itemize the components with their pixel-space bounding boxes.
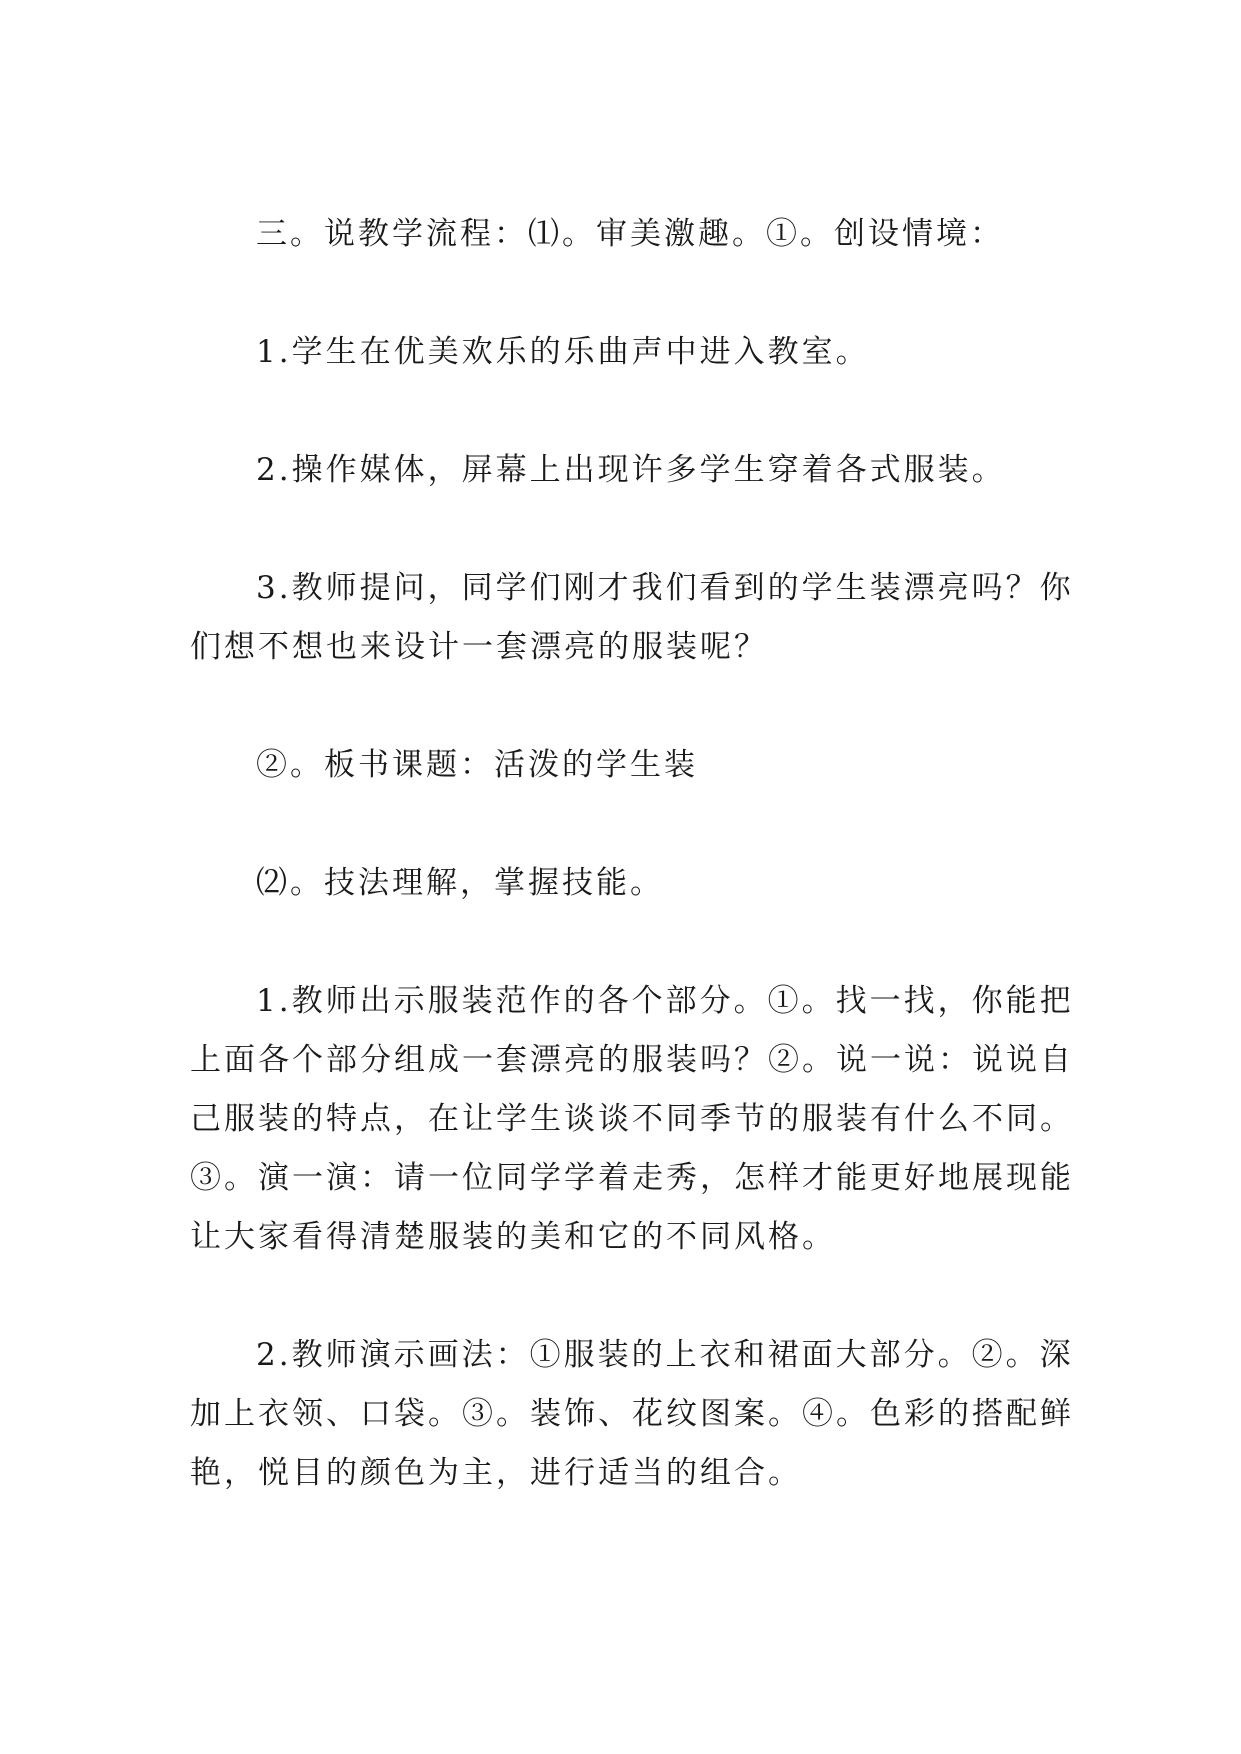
paragraph-technique — [190, 854, 1070, 913]
text-line: 2.操作媒体，屏幕上出现许多学生穿着各式服装。 — [256, 452, 1006, 488]
paragraph-step-1 — [190, 323, 1070, 382]
text-line: 1.教师出示服装范作的各个部分。①。找一找，你能把 — [256, 983, 1074, 1019]
text-line: 艳，悦目的颜色为主，进行适当的组合。 — [190, 1455, 802, 1491]
paragraph-board-title — [190, 736, 1070, 795]
text-line: 己服装的特点，在让学生谈谈不同季节的服装有什么不同。 — [190, 1101, 1074, 1137]
paragraph-step-3 — [190, 559, 1074, 677]
text-line: 1.学生在优美欢乐的乐曲声中进入教室。 — [256, 334, 870, 370]
text-line: 加上衣领、口袋。③。装饰、花纹图案。④。色彩的搭配鲜 — [190, 1396, 1074, 1432]
text-line: 们想不想也来设计一套漂亮的服装呢？ — [190, 629, 768, 665]
paragraph-teaching-process — [190, 205, 1070, 264]
text-line: ②。板书课题：活泼的学生装 — [256, 747, 698, 783]
text-line: ③。演一演：请一位同学学着走秀，怎样才能更好地展现能 — [190, 1160, 1074, 1196]
text-line: 2.教师演示画法：①服装的上衣和裙面大部分。②。深 — [256, 1337, 1074, 1373]
text-line: 三。说教学流程：⑴。审美激趣。①。创设情境： — [256, 216, 1004, 252]
paragraph-technique-step-1 — [190, 972, 1074, 1267]
text-line: ⑵。技法理解，掌握技能。 — [256, 865, 664, 901]
text-line: 让大家看得清楚服装的美和它的不同风格。 — [190, 1219, 836, 1255]
paragraph-step-2 — [190, 441, 1070, 500]
paragraph-technique-step-2 — [190, 1326, 1074, 1503]
text-line: 上面各个部分组成一套漂亮的服装吗？②。说一说：说说自 — [190, 1042, 1074, 1078]
text-line: 3.教师提问，同学们刚才我们看到的学生装漂亮吗？你 — [256, 570, 1074, 606]
